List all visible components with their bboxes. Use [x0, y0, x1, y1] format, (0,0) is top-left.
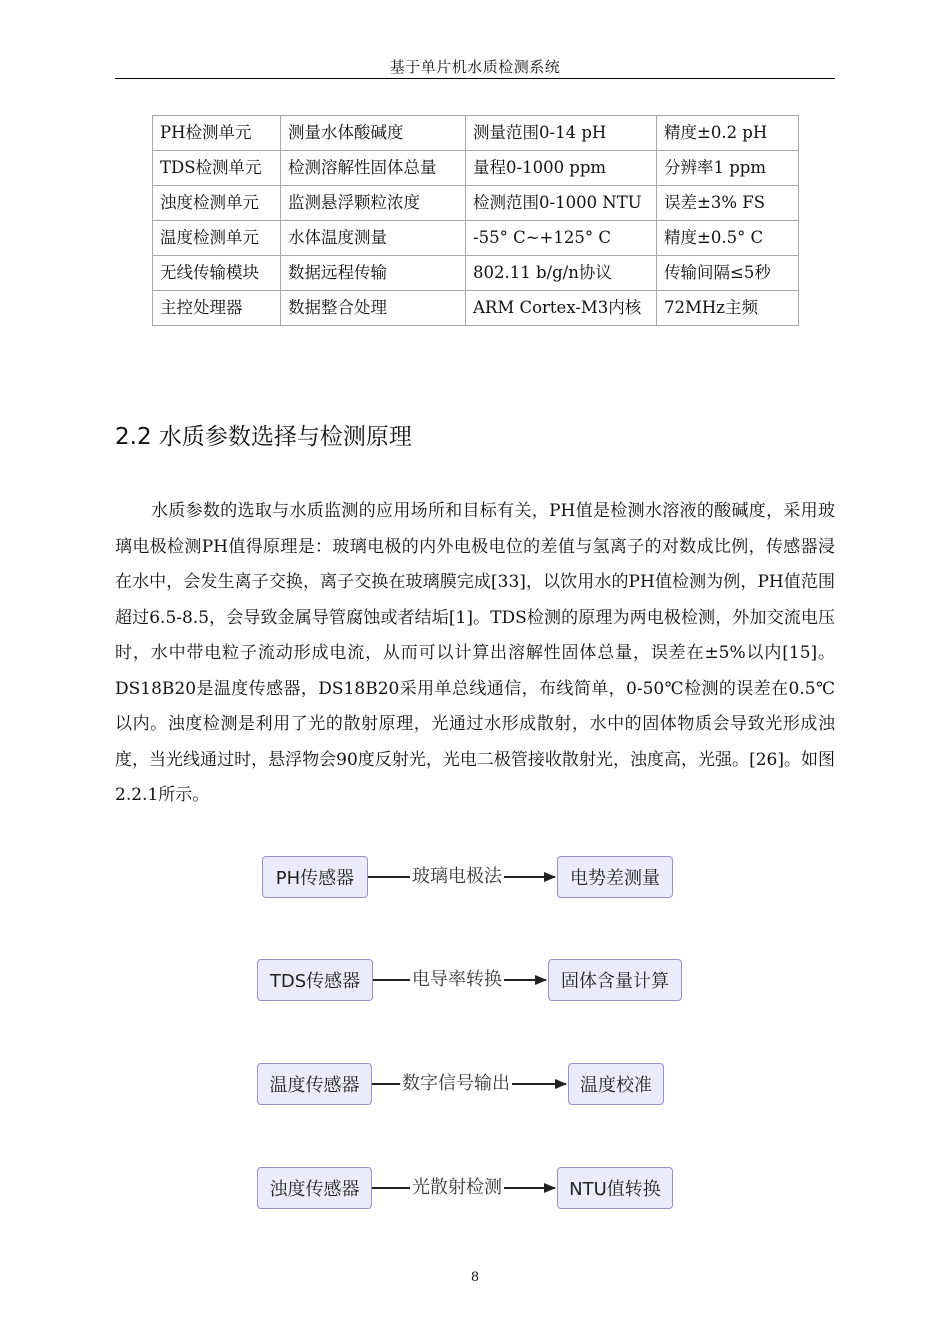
table-cell: 测量水体酸碱度: [281, 116, 466, 151]
flow-source-node: PH传感器: [262, 856, 368, 898]
table-row: [153, 221, 799, 256]
table-cell: 精度±0.5° C: [657, 221, 799, 256]
flow-target-node: NTU值转换: [557, 1167, 673, 1209]
flow-target-node: 固体含量计算: [548, 959, 682, 1001]
table-row: [153, 151, 799, 186]
table-cell: 测量范围0-14 pH: [466, 116, 657, 151]
table-cell: 传输间隔≤5秒: [657, 256, 799, 291]
flow-edge-label: 电导率转换: [410, 967, 504, 993]
spec-table: [152, 115, 799, 326]
page-number: 8: [470, 1270, 480, 1285]
flow-source-node: 浊度传感器: [257, 1167, 372, 1209]
header-rule: [115, 78, 835, 79]
table-cell: 量程0-1000 ppm: [466, 151, 657, 186]
table-cell: 精度±0.2 pH: [657, 116, 799, 151]
table-cell: 数据整合处理: [281, 291, 466, 326]
flowchart: [0, 840, 950, 1220]
table-cell: TDS检测单元: [153, 151, 281, 186]
table-cell: 数据远程传输: [281, 256, 466, 291]
page-header: 基于单片机水质检测系统: [389, 58, 561, 76]
flow-edge-label: 数字信号输出: [400, 1071, 512, 1097]
flow-source-node: 温度传感器: [257, 1063, 372, 1105]
table-cell: 检测范围0-1000 NTU: [466, 186, 657, 221]
table-cell: -55° C~+125° C: [466, 221, 657, 256]
body-paragraph: 水质参数的选取与水质监测的应用场所和目标有关，PH值是检测水溶液的酸碱度，采用玻璃电极检测PH值得原理是：玻璃电极的内外电极电位的差值与氢离子的对数成比例，传感器浸在水中，会发生离子交换，离子交换在玻璃膜完成[33]，以饮用水的PH值检测为例，PH值范围超过6.5-8.5，会导致金属导管腐蚀或者结垢[1]。TDS检测的原理为两电极检测，外加交流电压时，水中带电粒子流动形成电流，从而可以计算出溶解性固体总量，误差在±5%以内[15]。DS18B20是温度传感器，DS18B20采用单总线通信，布线简单，0-50℃检测的误差在0.5℃以内。浊度检测是利用了光的散射原理，光通过水形成散射，水中的固体物质会导致光形成浊度，当光线通过时，悬浮物会90度反射光，光电二极管接收散射光，浊度高，光强。[26]。如图2.2.1所示。: [115, 501, 835, 805]
flow-source-node: TDS传感器: [257, 959, 373, 1001]
table-cell: 802.11 b/g/n协议: [466, 256, 657, 291]
table-cell: 误差±3% FS: [657, 186, 799, 221]
table-cell: 主控处理器: [153, 291, 281, 326]
table-cell: PH检测单元: [153, 116, 281, 151]
section-title: 2.2 水质参数选择与检测原理: [115, 424, 412, 450]
table-cell: 水体温度测量: [281, 221, 466, 256]
table-cell: 温度检测单元: [153, 221, 281, 256]
table-cell: ARM Cortex-M3内核: [466, 291, 657, 326]
table-cell: 浊度检测单元: [153, 186, 281, 221]
table-cell: 72MHz主频: [657, 291, 799, 326]
flow-edge-label: 光散射检测: [410, 1175, 504, 1201]
flow-target-node: 电势差测量: [557, 856, 673, 898]
table-row: [153, 116, 799, 151]
table-cell: 分辨率1 ppm: [657, 151, 799, 186]
table-row: [153, 291, 799, 326]
table-row: [153, 256, 799, 291]
flow-edge-label: 玻璃电极法: [410, 864, 504, 890]
table-cell: 检测溶解性固体总量: [281, 151, 466, 186]
table-cell: 无线传输模块: [153, 256, 281, 291]
flowchart-edges: [0, 840, 950, 1220]
table-cell: 监测悬浮颗粒浓度: [281, 186, 466, 221]
flow-target-node: 温度校准: [568, 1063, 664, 1105]
table-row: [153, 186, 799, 221]
